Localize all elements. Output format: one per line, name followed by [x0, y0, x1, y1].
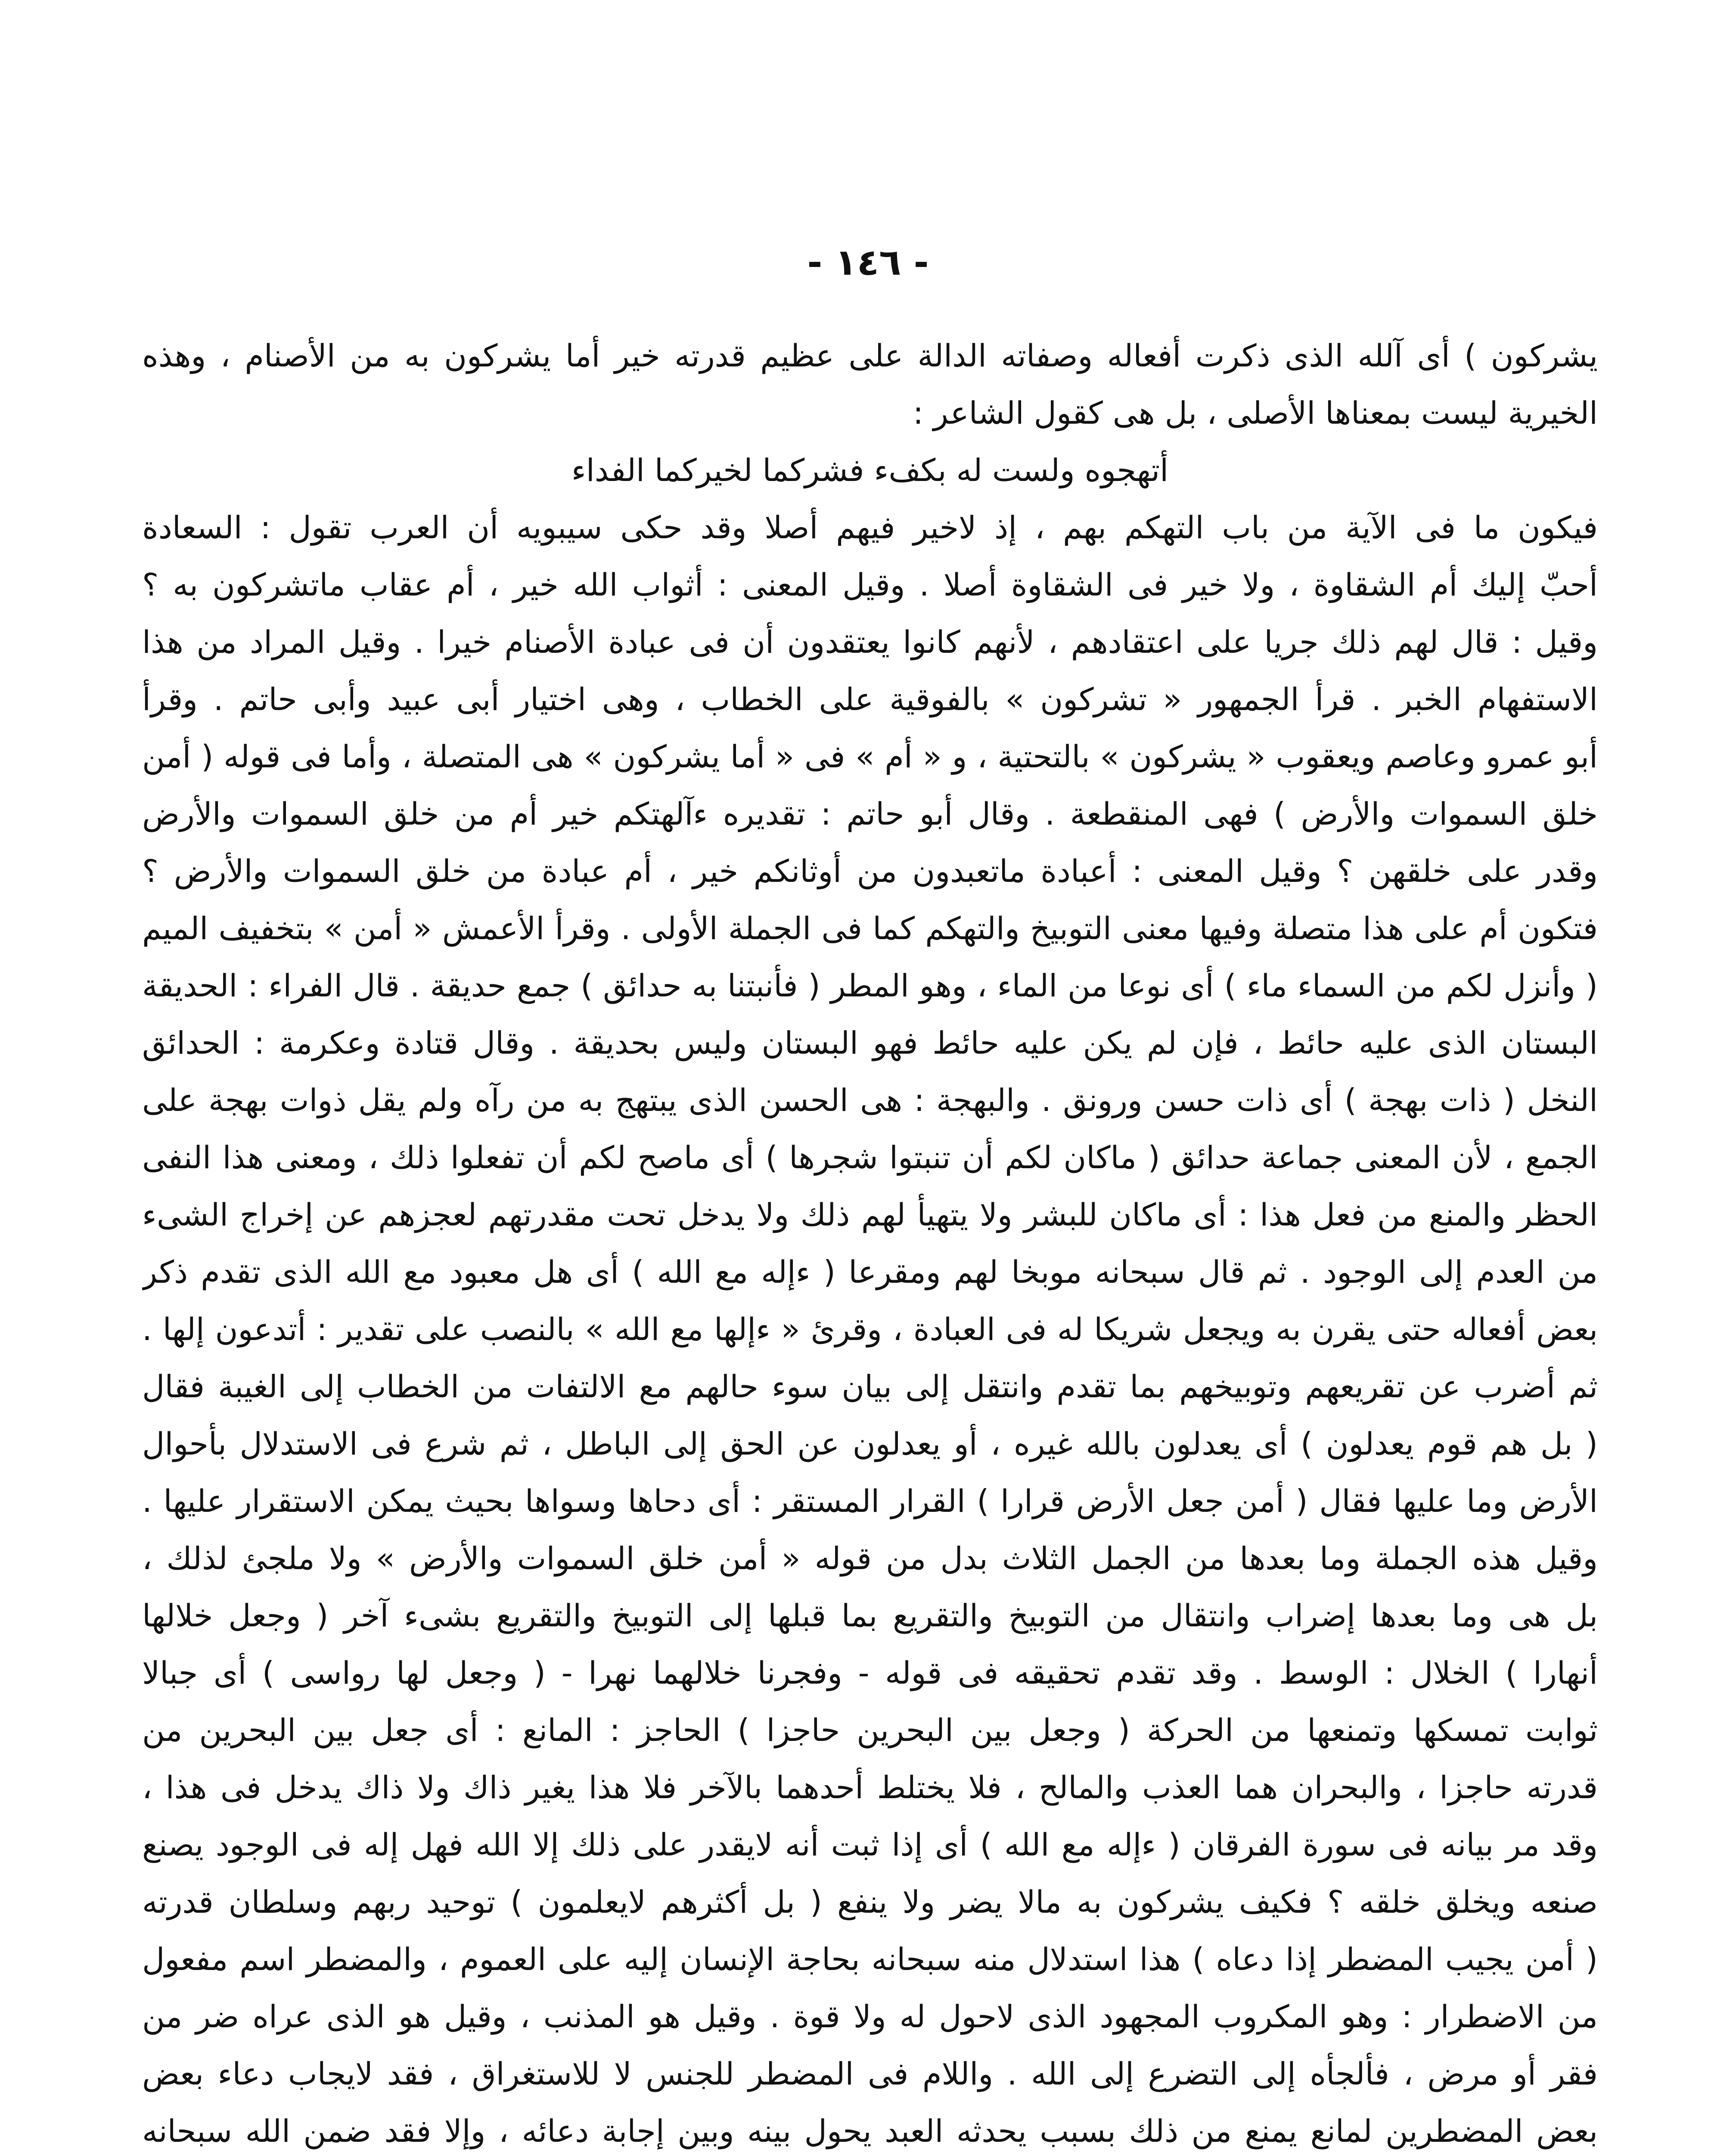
text-line: من الاضطرار : وهو المكروب المجهود الذى لاحول له ولا قوة . وقيل هو المذنب ، وقيل هو الذى عراه ضر من	[142, 1998, 1598, 2035]
text-line: فتكون أم على هذا متصلة وفيها معنى التوبيخ والتهكم كما فى الجملة الأولى . وقرأ الأعمش « أمن » بتخفيف الميم	[142, 910, 1598, 946]
text-line: الحظر والمنع من فعل هذا : أى ماكان للبشر ولا يتهيأ لهم ذلك ولا يدخل تحت مقدرتهم لعجزهم عن إخراج الشىء	[142, 1197, 1598, 1233]
text-line: الخيرية ليست بمعناها الأصلى ، بل هى كقول الشاعر :	[913, 395, 1598, 431]
text-line: فقر أو مرض ، فألجأه إلى التضرع إلى الله . واللام فى المضطر للجنس لا للاستغراق ، فقد لايجاب دعاء بعض	[142, 2056, 1598, 2092]
text-line: ( بل هم قوم يعدلون ) أى يعدلون بالله غيره ، أو يعدلون عن الحق إلى الباطل ، ثم شرع فى الاستدلال بأحوال	[142, 1426, 1598, 1462]
text-line: وقيل هذه الجملة وما بعدها من الجمل الثلاث بدل من قوله « أمن خلق السموات والأرض » ولا ملجئ لذلك ،	[142, 1540, 1598, 1576]
text-line: بعض أفعاله حتى يقرن به ويجعل شريكا له فى العبادة ، وقرئ « ءإلها مع الله » بالنصب على تقدير : أتدعون إلها .	[142, 1311, 1598, 1347]
text-line: بعض المضطرين لمانع يمنع من ذلك بسبب يحدثه العبد يحول بينه وبين إجابة دعائه ، وإلا فقد ضمن الله سبحانه	[142, 2113, 1598, 2149]
text-line: بل هى وما بعدها إضراب وانتقال من التوبيخ والتقريع بما قبلها إلى التوبيخ والتقريع بشىء آخر ( وجعل خلالها	[142, 1598, 1598, 1634]
text-line: فيكون ما فى الآية من باب التهكم بهم ، إذ لاخير فيهم أصلا وقد حكى سيبويه أن العرب تقول : السعادة	[142, 509, 1598, 546]
text-line: يشركون ) أى آلله الذى ذكرت أفعاله وصفاته الدالة على عظيم قدرته خير أما يشركون به من الأصنام ، وهذه	[142, 338, 1598, 374]
text-line: أنهارا ) الخلال : الوسط . وقد تقدم تحقيقه فى قوله - وفجرنا خلالهما نهرا - ( وجعل لها رواسى ) أى جبالا	[142, 1655, 1598, 1691]
text-line: ( وأنزل لكم من السماء ماء ) أى نوعا من الماء ، وهو المطر ( فأنبتنا به حدائق ) جمع حديقة . قال الفراء : الحديقة	[142, 968, 1598, 1004]
text-line: خلق السموات والأرض ) فهى المنقطعة . وقال أبو حاتم : تقديره ءآلهتكم خير أم من خلق السموات والأرض	[142, 796, 1598, 832]
text-line: أبو عمرو وعاصم ويعقوب « يشركون » بالتحتية ، و « أم » فى « أما يشركون » هى المتصلة ، وأما فى قوله ( أمن	[142, 738, 1598, 775]
text-line: الجمع ، لأن المعنى جماعة حدائق ( ماكان لكم أن تنبتوا شجرها ) أى ماصح لكم أن تفعلوا ذلك ، ومعنى هذا النفى	[142, 1139, 1598, 1176]
text-line: ثم أضرب عن تقريعهم وتوبيخهم بما تقدم وانتقل إلى بيان سوء حالهم مع الالتفات من الخطاب إلى الغيبة فقال	[142, 1368, 1598, 1405]
poetry-verse: أتهجوه ولست له بكفء فشركما لخيركما الفداء	[571, 452, 1169, 488]
text-line: من العدم إلى الوجود . ثم قال سبحانه موبخا لهم ومقرعا ( ءإله مع الله ) أى هل معبود مع الله الذى تقدم ذكر	[142, 1254, 1598, 1290]
text-line: ( أمن يجيب المضطر إذا دعاه ) هذا استدلال منه سبحانه بحاجة الإنسان إليه على العموم ، والمضطر اسم مفعول	[142, 1941, 1598, 1977]
text-line: الأرض وما عليها فقال ( أمن جعل الأرض قرارا ) القرار المستقر : أى دحاها وسواها بحيث يمكن الاستقرار عليها .	[142, 1483, 1598, 1519]
text-line: ثوابت تمسكها وتمنعها من الحركة ( وجعل بين البحرين حاجزا ) الحاجز : المانع : أى جعل بين البحرين من	[142, 1712, 1598, 1748]
text-line: أحبّ إليك أم الشقاوة ، ولا خير فى الشقاوة أصلا . وقيل المعنى : أثواب الله خير ، أم عقاب ماتشركون به ؟	[142, 567, 1598, 603]
text-line: الاستفهام الخبر . قرأ الجمهور « تشركون » بالفوقية على الخطاب ، وهى اختيار أبى عبيد وأبى حاتم . وقرأ	[142, 681, 1598, 717]
text-line: صنعه ويخلق خلقه ؟ فكيف يشركون به مالا يضر ولا ينفع ( بل أكثرهم لايعلمون ) توحيد ربهم وسلطان قدرته	[142, 1884, 1598, 1920]
text-line: النخل ( ذات بهجة ) أى ذات حسن ورونق . والبهجة : هى الحسن الذى يبتهج به من رآه ولم يقل ذوات بهجة على	[142, 1082, 1598, 1118]
text-line: قدرته حاجزا ، والبحران هما العذب والمالح ، فلا يختلط أحدهما بالآخر فلا هذا يغير ذاك ولا ذاك يدخل فى هذا ،	[142, 1769, 1598, 1806]
text-line: وقدر على خلقهن ؟ وقيل المعنى : أعبادة ماتعبدون من أوثانكم خير ، أم عبادة من خلق السموات والأرض ؟	[142, 853, 1598, 889]
text-line: وقد مر بيانه فى سورة الفرقان ( ءإله مع الله ) أى إذا ثبت أنه لايقدر على ذلك إلا الله فهل إله فى الوجود يصنع	[142, 1827, 1598, 1863]
text-line: البستان الذى عليه حائط ، فإن لم يكن عليه حائط فهو البستان وليس بحديقة . وقال قتادة وعكرمة : الحدائق	[142, 1025, 1598, 1061]
page-number: - ١٤٦ -	[807, 241, 929, 283]
commentary-text	[142, 327, 1598, 2153]
text-line: وقيل : قال لهم ذلك جريا على اعتقادهم ، لأنهم كانوا يعتقدون أن فى عبادة الأصنام خيرا . وقيل المراد من هذا	[142, 624, 1598, 660]
